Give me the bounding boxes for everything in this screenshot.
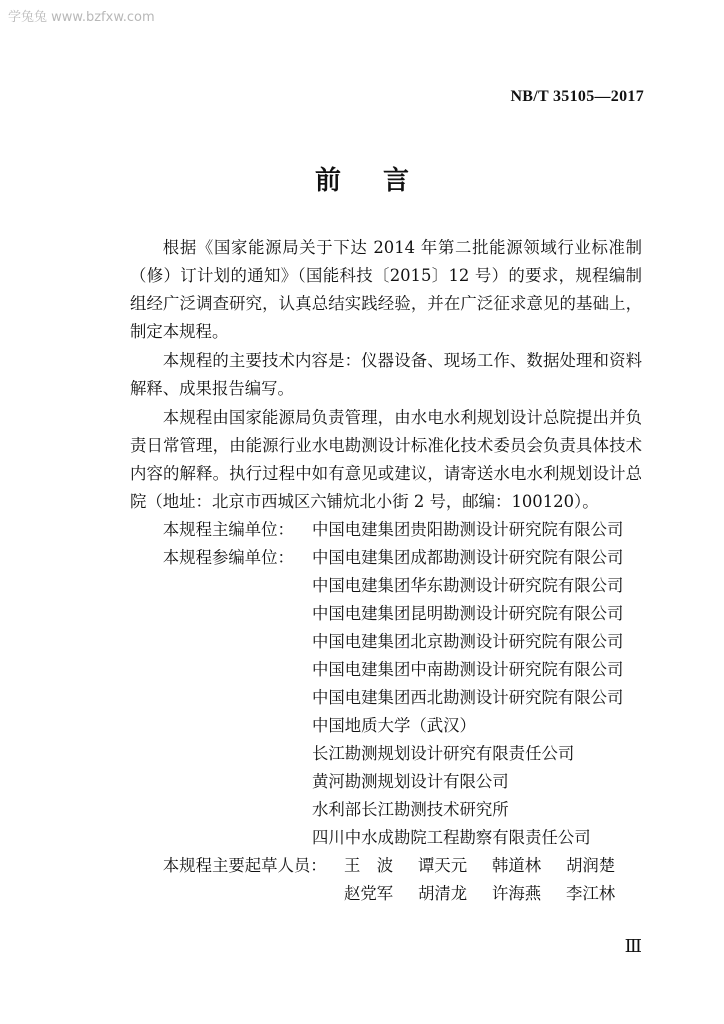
participating-units-label: 本规程参编单位： <box>162 548 294 567</box>
drafter-name: 李江林 <box>566 884 616 903</box>
page-number: Ⅲ <box>624 936 642 956</box>
list-item: 中国电建集团华东勘测设计研究院有限公司 <box>312 576 624 595</box>
list-item: 中国电建集团西北勘测设计研究院有限公司 <box>312 688 624 707</box>
list-item: 中国地质大学（武汉） <box>312 716 476 735</box>
drafter-name: 谭天元 <box>418 856 468 875</box>
drafters-row <box>130 852 642 880</box>
drafters-label: 本规程主要起草人员： <box>162 856 327 875</box>
paragraph-management: 本规程由国家能源局负责管理，由水电水利规划设计总院提出并负责日常管理，由能源行业水电勘测设计标准化技术委员会负责具体技术内容的解释。执行过程中如有意见或建议，请寄送水电水利规划设计总院（地址：北京市西城区六铺炕北小街 2 号，邮编：100120）。 <box>130 408 642 511</box>
drafter-name: 胡润楚 <box>566 856 616 875</box>
page-title: 前言 <box>314 166 451 196</box>
drafters-list-first <box>344 852 636 880</box>
drafter-name: 王 波 <box>344 856 394 875</box>
participating-units-list <box>312 544 623 852</box>
list-item: 中国电建集团中南勘测设计研究院有限公司 <box>312 660 624 679</box>
list-item: 中国电建集团昆明勘测设计研究院有限公司 <box>312 604 624 623</box>
list-item: 黄河勘测规划设计有限公司 <box>312 772 509 791</box>
chief-unit-name: 中国电建集团贵阳勘测设计研究院有限公司 <box>312 520 624 539</box>
list-item: 四川中水成勘院工程勘察有限责任公司 <box>312 828 591 847</box>
units-section <box>130 516 642 908</box>
chief-unit-row <box>130 516 642 544</box>
drafter-name: 赵党军 <box>344 884 394 903</box>
drafter-name: 韩道林 <box>492 856 542 875</box>
paragraph-main-content: 本规程的主要技术内容是：仪器设备、现场工作、数据处理和资料解释、成果报告编写。 <box>130 351 642 398</box>
watermark-text: 学兔兔 www.bzfxw.com <box>8 10 155 25</box>
drafters-list-second <box>344 880 642 908</box>
list-item: 水利部长江勘测技术研究所 <box>312 800 509 819</box>
list-item: 中国电建集团北京勘测设计研究院有限公司 <box>312 632 624 651</box>
drafter-name: 许海燕 <box>492 884 542 903</box>
paragraph-basis: 根据《国家能源局关于下达 2014 年第二批能源领域行业标准制（修）订计划的通知》（国能科技〔2015〕12 号）的要求，规程编制组经广泛调查研究，认真总结实践经验，并在广泛征求意见的基础上，制定本规程。 <box>130 238 642 341</box>
chief-unit-label: 本规程主编单位： <box>162 520 294 539</box>
standard-code: NB/T 35105—2017 <box>510 88 644 105</box>
drafter-name: 胡清龙 <box>418 884 468 903</box>
foreword-body <box>130 234 642 908</box>
list-item: 中国电建集团成都勘测设计研究院有限公司 <box>312 548 624 567</box>
list-item: 长江勘测规划设计研究有限责任公司 <box>312 744 575 763</box>
participating-units-row <box>130 544 642 852</box>
